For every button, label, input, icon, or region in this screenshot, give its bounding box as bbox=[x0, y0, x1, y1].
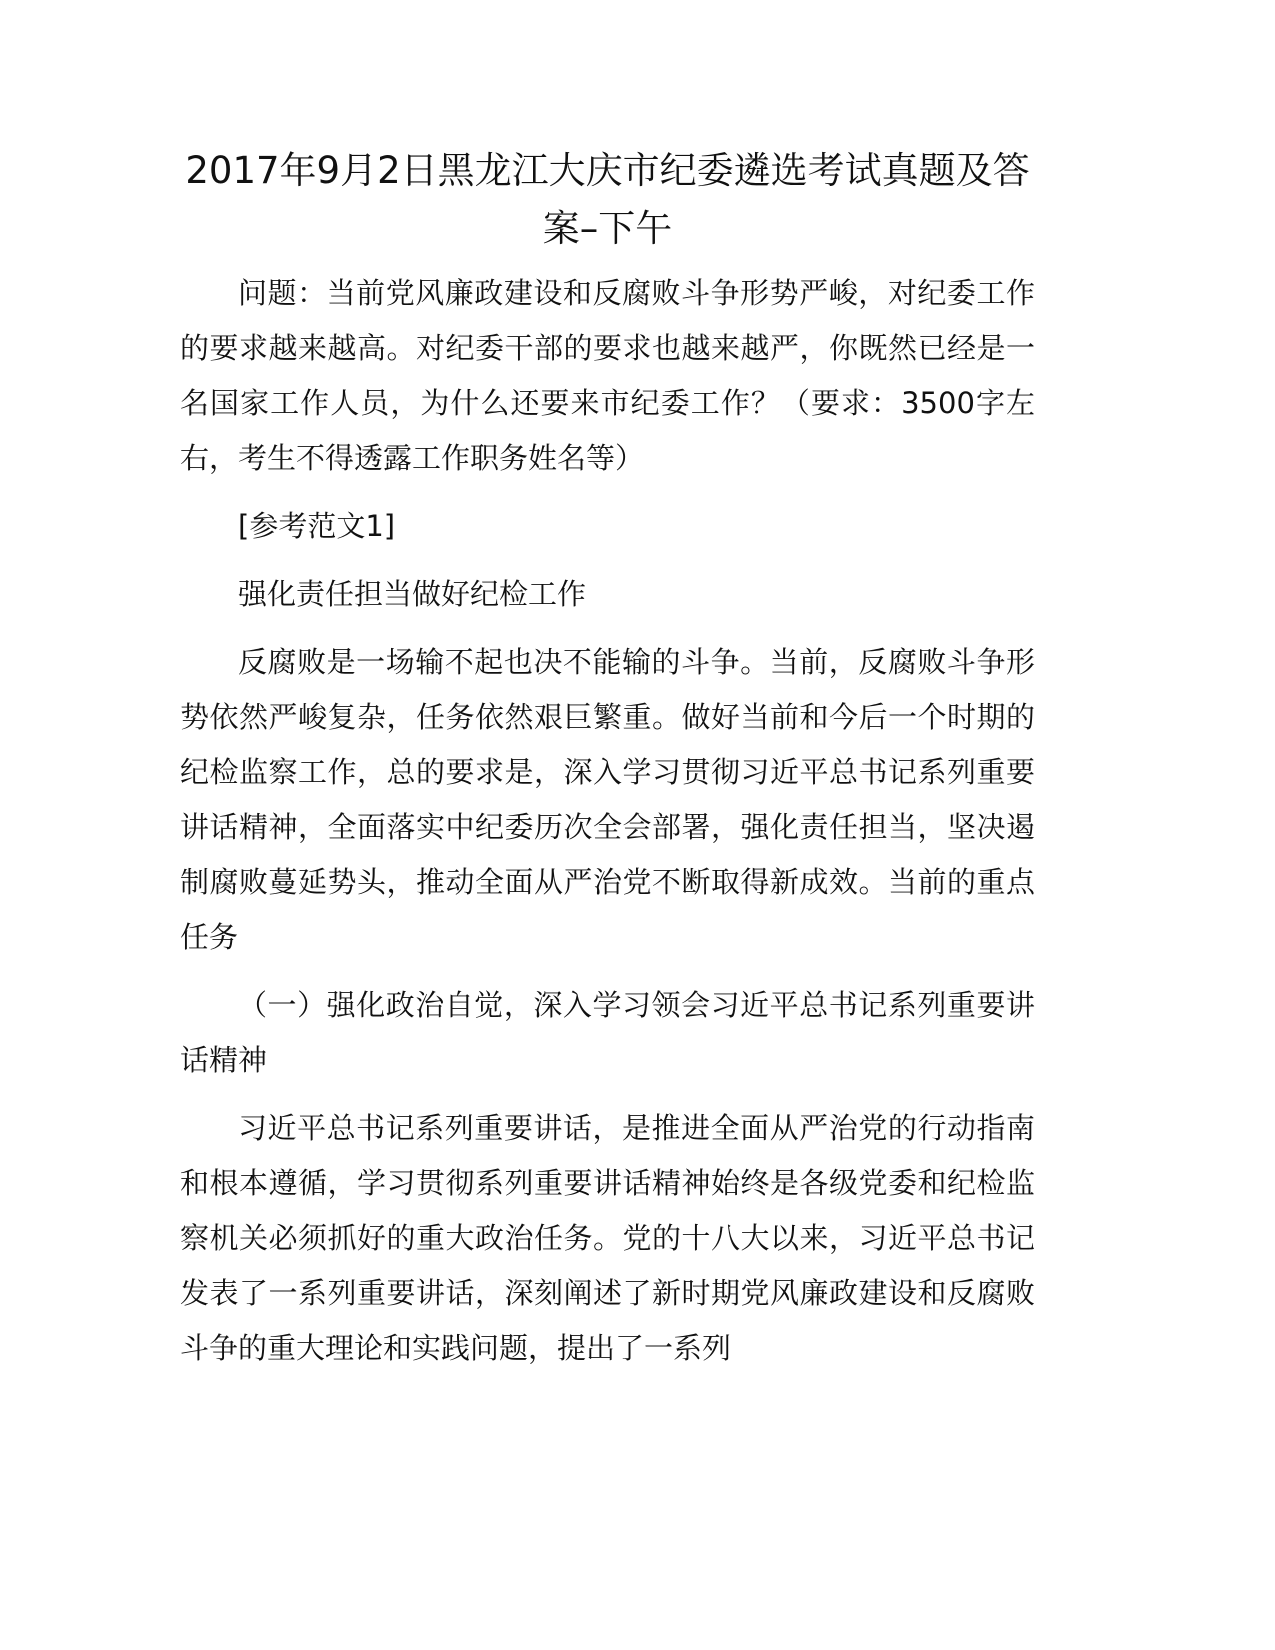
body-paragraph: 习近平总书记系列重要讲话，是推进全面从严治党的行动指南和根本遵循，学习贯彻系列重要讲话精神始终是各级党委和纪检监察机关必须抓好的重大政治任务。党的十八大以来，习近平总书记发表了一系列重要讲话，深刻阐述了新时期党风廉政建设和反腐败斗争的重大理论和实践问题，提出了一系列 bbox=[180, 1111, 1035, 1365]
essay-heading: 强化责任担当做好纪检工作 bbox=[238, 577, 587, 611]
reference-label: [参考范文1] bbox=[238, 509, 396, 543]
question-paragraph: 问题：当前党风廉政建设和反腐败斗争形势严峻，对纪委工作的要求越来越高。对纪委干部的要求也越来越严，你既然已经是一名国家工作人员，为什么还要来市纪委工作？（要求：3500字左右，考生不得透露工作职务姓名等） bbox=[180, 276, 1035, 475]
document-page bbox=[180, 142, 1035, 1376]
document-title: 2017年9月2日黑龙江大庆市纪委遴选考试真题及答案–下午 bbox=[185, 149, 1030, 250]
section-heading: （一）强化政治自觉，深入学习领会习近平总书记系列重要讲话精神 bbox=[180, 988, 1035, 1077]
body-paragraph: 反腐败是一场输不起也决不能输的斗争。当前，反腐败斗争形势依然严峻复杂，任务依然艰巨繁重。做好当前和今后一个时期的纪检监察工作，总的要求是，深入学习贯彻习近平总书记系列重要讲话精神，全面落实中纪委历次全会部署，强化责任担当，坚决遏制腐败蔓延势头，推动全面从严治党不断取得新成效。当前的重点任务 bbox=[180, 645, 1035, 954]
